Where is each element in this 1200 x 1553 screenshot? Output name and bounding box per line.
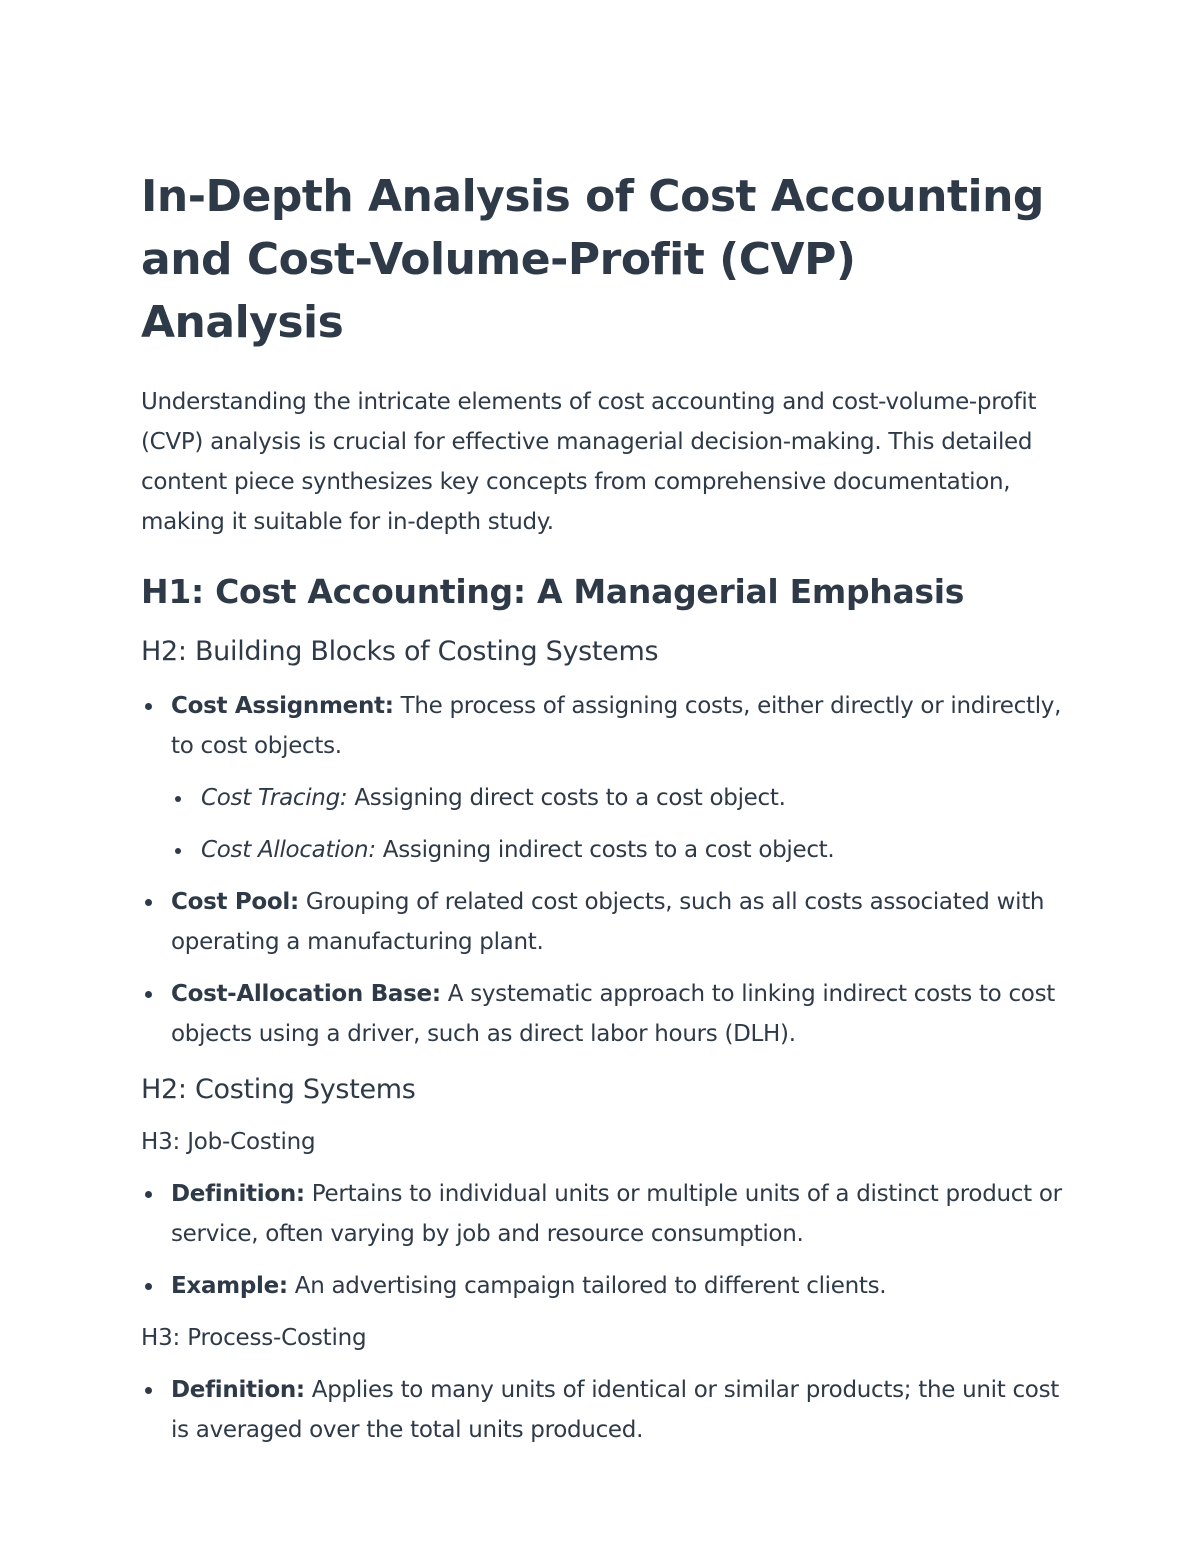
bullet-icon — [145, 1283, 152, 1290]
job-costing-list — [141, 1174, 1066, 1306]
section-heading-cost-accounting: H1: Cost Accounting: A Managerial Emphasis — [141, 572, 965, 611]
list-item-job-costing-definition — [141, 1174, 1066, 1254]
list-item-cost-pool — [141, 882, 1066, 962]
subsection-heading-building-blocks: H2: Building Blocks of Costing Systems — [141, 636, 659, 667]
list-item-term: Definition: — [171, 1377, 305, 1403]
list-item-cost-allocation-base — [141, 974, 1066, 1054]
bullet-icon — [145, 991, 152, 998]
bullet-icon — [175, 848, 181, 854]
cost-assignment-sublist — [171, 778, 1066, 870]
subsection-heading-costing-systems: H2: Costing Systems — [141, 1074, 416, 1105]
bullet-icon — [145, 703, 152, 710]
list-item-process-costing-definition — [141, 1370, 1066, 1450]
list-item-text: Grouping of related cost objects, such as all costs associated with operating a manufacturing plant. — [171, 889, 1045, 955]
list-item-text: Applies to many units of identical or similar products; the unit cost is averaged over the total units produced. — [171, 1377, 1059, 1443]
process-costing-list — [141, 1370, 1066, 1450]
list-item-cost-assignment — [141, 686, 1066, 870]
list-item-term: Example: — [171, 1273, 288, 1299]
list-item-text: A systematic approach to linking indirect costs to cost objects using a driver, such as direct labor hours (DLH). — [171, 981, 1055, 1047]
building-blocks-list — [141, 686, 1066, 1054]
subsubsection-heading-job-costing: H3: Job-Costing — [141, 1129, 316, 1155]
subsubsection-heading-process-costing: H3: Process-Costing — [141, 1325, 367, 1351]
bullet-icon — [145, 899, 152, 906]
intro-paragraph: Understanding the intricate elements of cost accounting and cost-volume-profit (CVP) analysis is crucial for effective managerial decision-making. This detailed content piece synthesizes key concepts from comprehensive documentation, making it suitable for in-depth study. — [141, 389, 1037, 535]
bullet-icon — [145, 1387, 152, 1394]
list-item-job-costing-example — [141, 1266, 1066, 1306]
list-item-term: Definition: — [171, 1181, 305, 1207]
list-item-text: The process of assigning costs, either directly or indirectly, to cost objects. — [171, 693, 1062, 759]
list-item-term: Cost Assignment: — [171, 693, 394, 719]
sublist-item-cost-allocation — [171, 830, 1066, 870]
list-item-text: An advertising campaign tailored to different clients. — [287, 1273, 887, 1299]
bullet-icon — [175, 796, 181, 802]
sublist-item-text: Assigning direct costs to a cost object. — [347, 785, 786, 811]
sublist-item-term: Cost Tracing: — [201, 785, 348, 811]
document-title: In-Depth Analysis of Cost Accounting and Cost-Volume-Profit (CVP) Analysis — [141, 171, 1044, 348]
document-page — [141, 165, 1066, 1450]
list-item-term: Cost Pool: — [171, 889, 299, 915]
list-item-term: Cost-Allocation Base: — [171, 981, 441, 1007]
sublist-item-term: Cost Allocation: — [201, 837, 376, 863]
sublist-item-text: Assigning indirect costs to a cost object. — [375, 837, 835, 863]
list-item-text: Pertains to individual units or multiple units of a distinct product or service, often varying by job and resource consumption. — [171, 1181, 1062, 1247]
sublist-item-cost-tracing — [171, 778, 1066, 818]
bullet-icon — [145, 1191, 152, 1198]
